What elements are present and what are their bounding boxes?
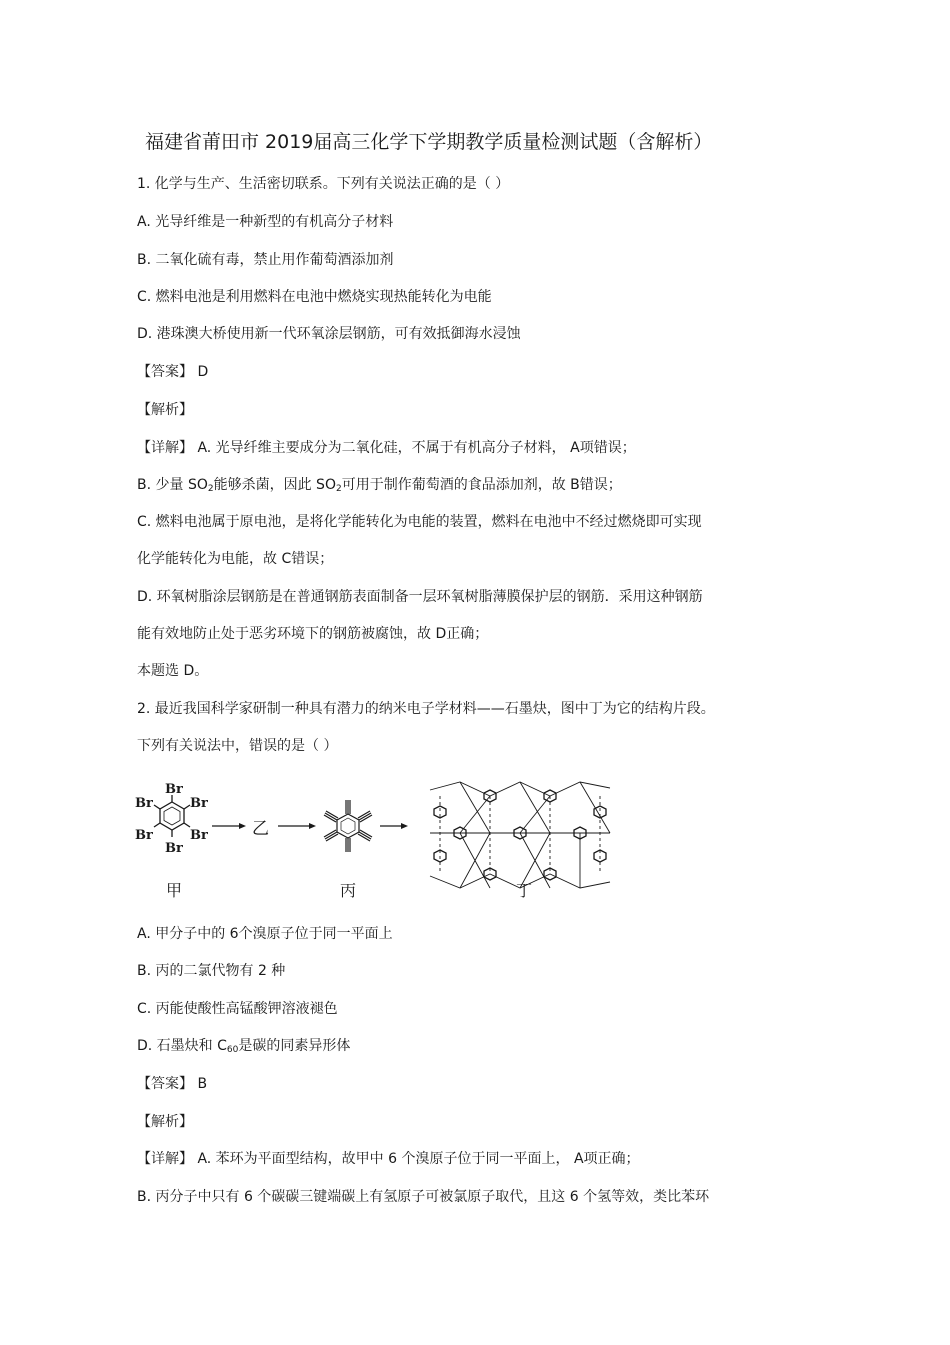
q1-detail-b: B. 少量 $SO_2$能够杀菌，因此 $SO_2$可用于制作葡萄酒的食品添加剂，故 B错误； [137,477,622,494]
q2-option-a: A. 甲分子中的 6个溴原子位于同一平面上 [137,926,393,942]
page-title: 福建省莆田市 2019届高三化学下学期教学质量检测试题（含解析） [145,131,713,153]
q2-option-c: C. 丙能使酸性高锰酸钾溶液褪色 [137,1001,338,1017]
hexaethynylbenzene-structure [324,800,372,852]
figure-label-bing: 丙 [340,881,357,900]
arrow-head [309,823,316,829]
graphdiyne-fragment-structure [430,782,610,888]
br-atom-label: Br [190,796,208,811]
q1-option-d: D. 港珠澳大桥使用新一代环氧涂层钢筋，可有效抵御海水浸蚀 [137,326,521,342]
arrow-head [401,823,408,829]
q1-detail-d-line2: 能有效地防止处于恶劣环境下的钢筋被腐蚀，故 D正确； [137,626,489,642]
q1-option-c: C. 燃料电池是利用燃料在电池中燃烧实现热能转化为电能 [137,289,492,305]
figure-label-jia: 甲 [166,881,183,900]
br-atom-label: Br [165,782,183,797]
q1-detail-c-line1: C. 燃料电池属于原电池，是将化学能转化为电能的装置，燃料在电池中不经过燃烧即可实现 [137,514,702,530]
hexabromobenzene-structure [154,795,190,837]
q1-conclusion: 本题选 D。 [137,663,209,679]
br-atom-label: Br [190,828,208,843]
q1-detail-c-line2: 化学能转化为电能，故 C错误； [137,551,334,567]
q2-analysis-label: 【解析】 [137,1114,193,1130]
intermediate-yi-label: 乙 [252,819,269,839]
q2-option-d: D. 石墨炔和 $C_{60}$是碳的同素异形体 [137,1038,351,1055]
q1-stem: 1. 化学与生产、生活密切联系。下列有关说法正确的是（ ） [137,176,510,192]
graphdiyne-synthesis-figure [130,778,620,903]
q1-analysis-label: 【解析】 [137,402,193,418]
q2-answer: 【答案】 B [137,1076,208,1092]
q2-stem-line1: 2. 最近我国科学家研制一种具有潜力的纳米电子学材料——石墨炔，图中丁为它的结构片段。 [137,701,715,717]
q1-option-a: A. 光导纤维是一种新型的有机高分子材料 [137,214,394,230]
br-atom-label: Br [165,841,183,856]
q2-detail-a: 【详解】 A. 苯环为平面型结构，故甲中 6 个溴原子位于同一平面上， A项正确； [137,1151,640,1167]
br-atom-label: Br [135,796,153,811]
br-atom-label: Br [135,828,153,843]
q1-detail-a: 【详解】 A. 光导纤维主要成分为二氧化硅，不属于有机高分子材料， A项错误； [137,440,636,456]
q1-option-b: B. 二氧化硫有毒，禁止用作葡萄酒添加剂 [137,252,394,268]
q2-detail-b: B. 丙分子中只有 6 个碳碳三键端碳上有氢原子可被氯原子取代，且这 6 个氢等效，类比苯环 [137,1189,710,1205]
q2-stem-line2: 下列有关说法中，错误的是（ ） [137,738,338,754]
q1-detail-d-line1: D. 环氧树脂涂层钢筋是在普通钢筋表面制备一层环氧树脂薄膜保护层的钢筋．采用这种钢筋 [137,589,703,605]
arrow-head [239,823,246,829]
q1-answer: 【答案】 D [137,364,209,380]
figure-label-ding: 丁 [516,881,533,900]
q2-option-b: B. 丙的二氯代物有 2 种 [137,963,286,979]
